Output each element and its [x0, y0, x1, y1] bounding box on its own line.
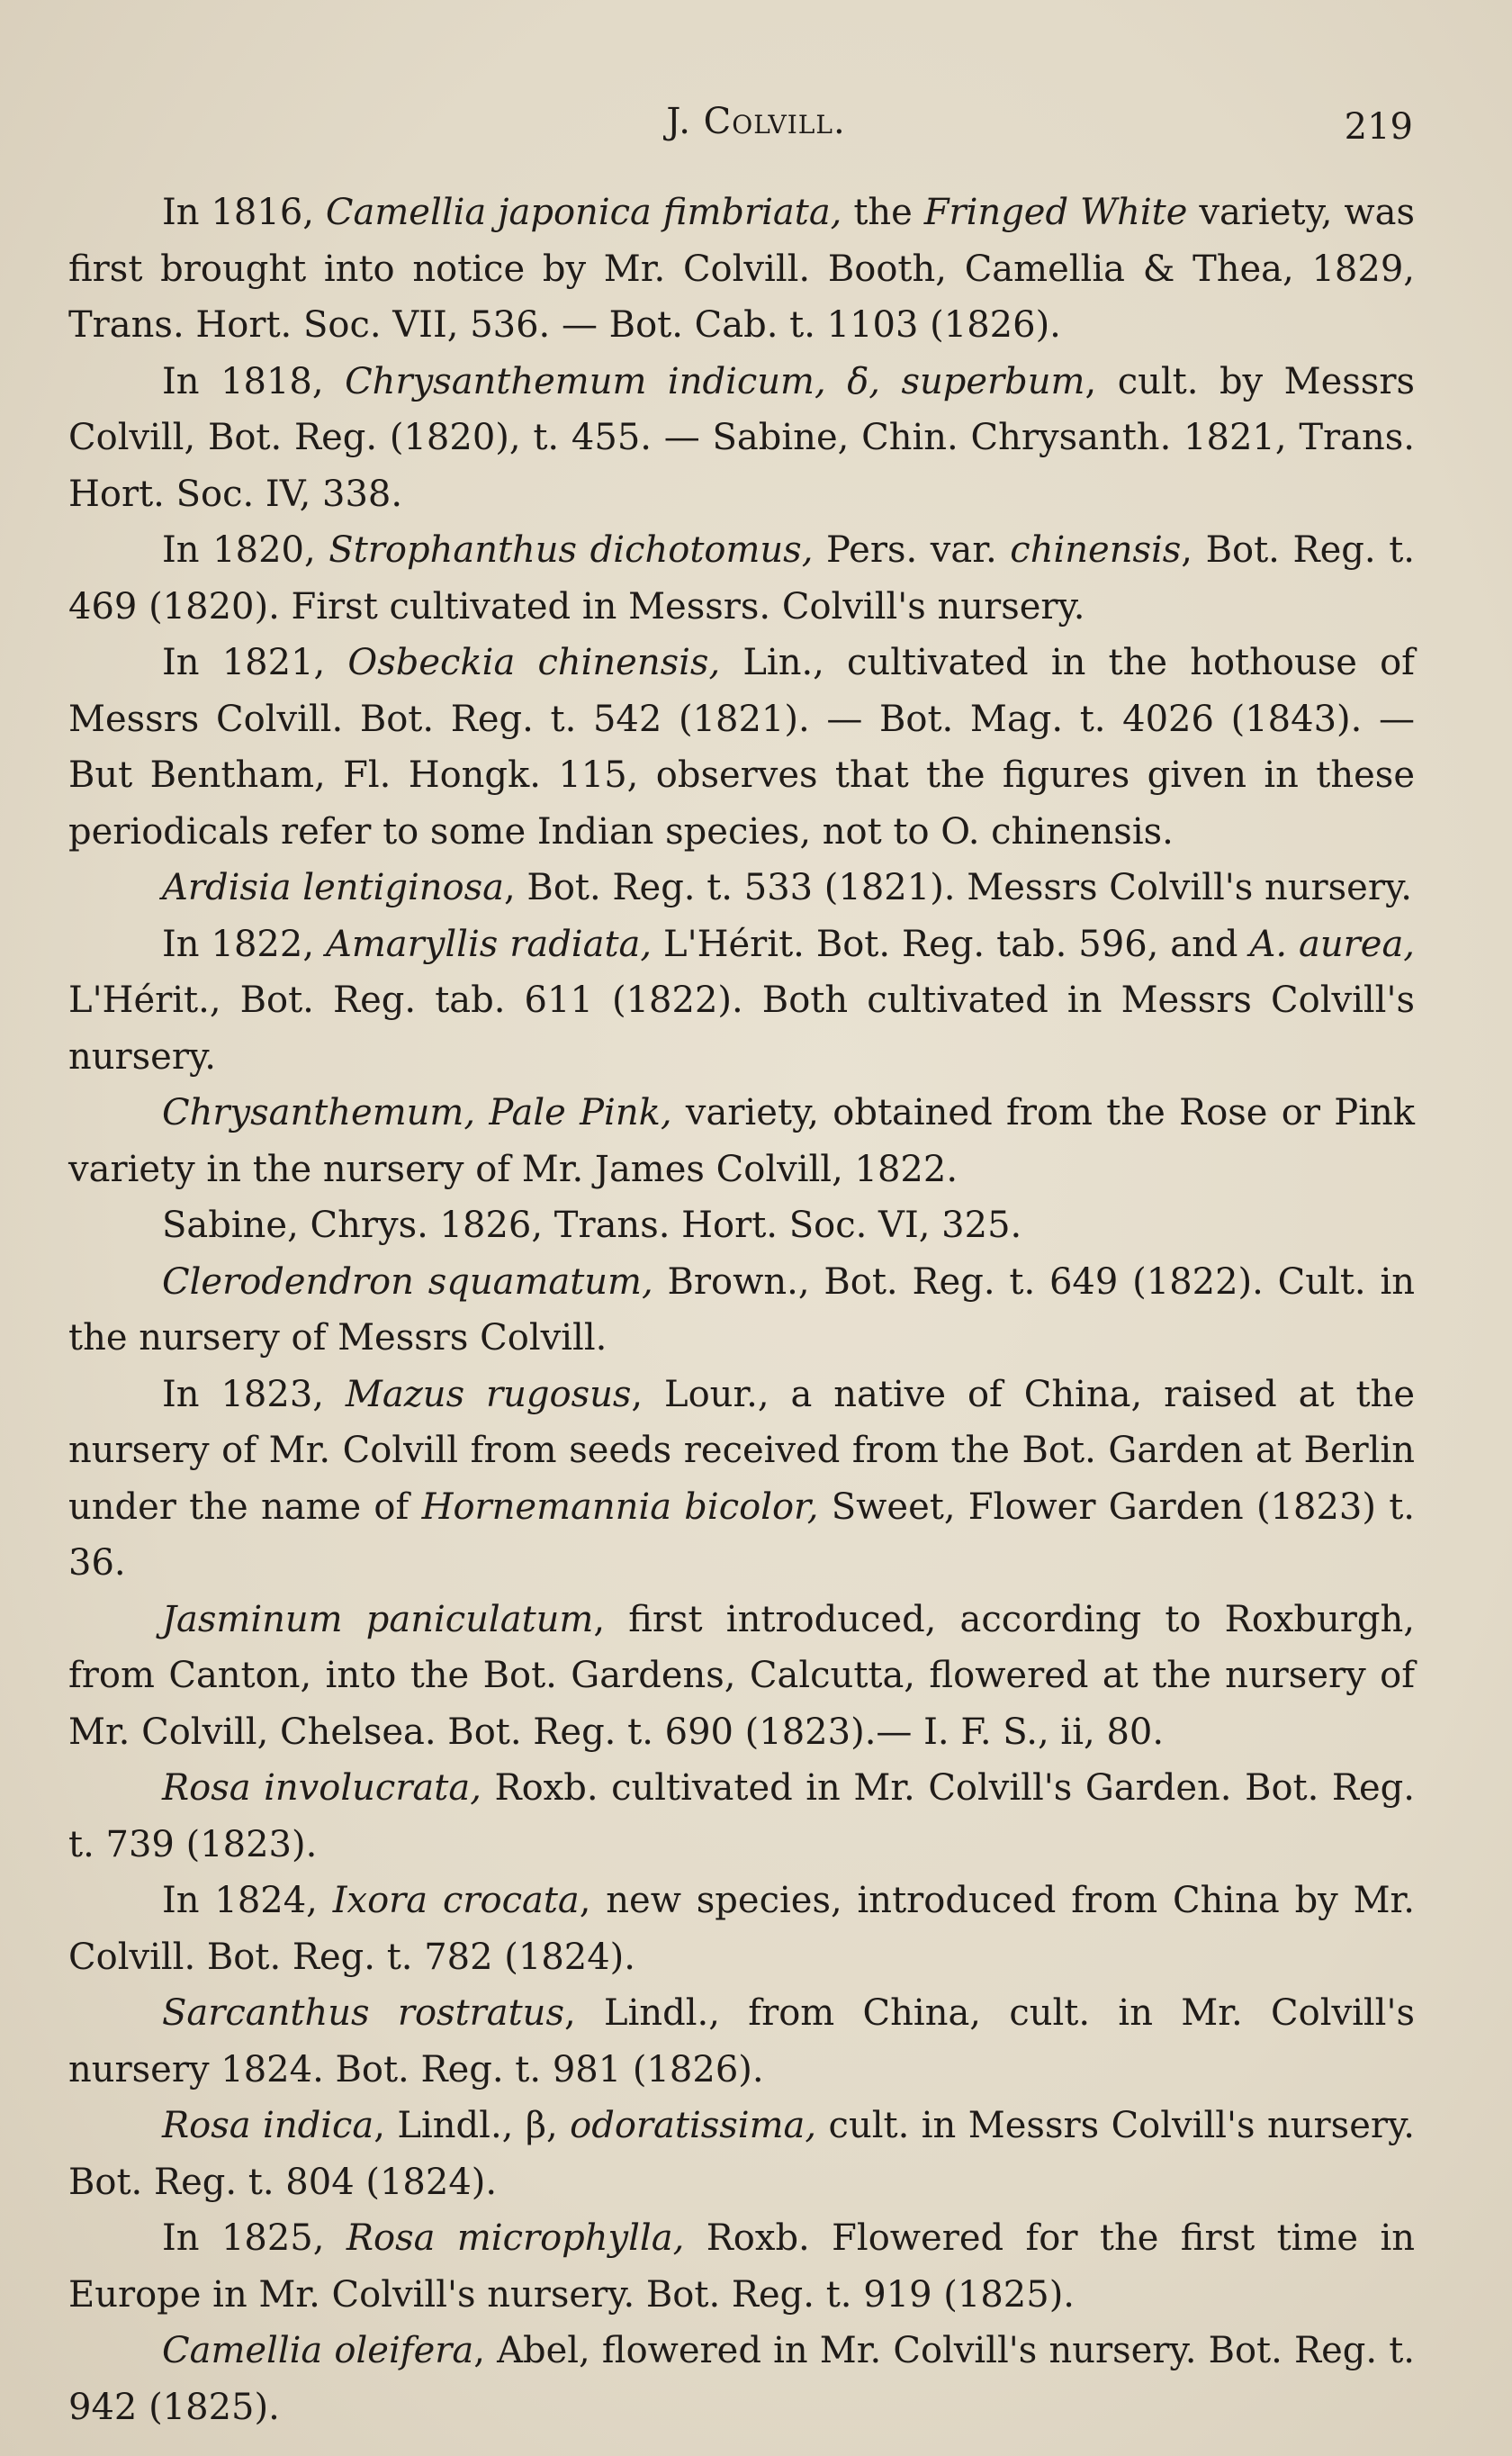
species-name: Camellia oleifera [162, 2330, 474, 2371]
text-run: , Lindl., β, [374, 2105, 571, 2146]
species-name: Clerodendron squamatum, [162, 1260, 653, 1303]
text-run: the [842, 192, 924, 233]
species-name: Camellia japonica fimbriata, [325, 192, 842, 233]
species-name: Rosa microphylla, [346, 2217, 685, 2259]
running-head: J. Colvill. [666, 101, 846, 142]
paragraph [68, 1367, 1415, 1592]
text-run: Pers. var. [813, 529, 1011, 571]
species-name: chinensis [1010, 529, 1182, 571]
paragraph [68, 916, 1415, 1086]
text-run: In 1816, [162, 192, 326, 233]
page-header [0, 101, 1512, 155]
species-name: Jasminum paniculatum [162, 1598, 594, 1640]
species-name: Strophanthus dichotomus, [328, 529, 814, 571]
species-name: Fringed White [923, 192, 1188, 233]
species-name: A. aurea, [1249, 923, 1416, 965]
species-name: Chrysanthemum, Pale Pink, [162, 1092, 672, 1133]
paragraph [68, 1592, 1415, 1761]
paragraph [68, 1085, 1415, 1197]
text-run: variety, obtained from the Rose or Pink variety in the nursery of Mr. James Colvill, 1822. [68, 1092, 1415, 1190]
text-run: , Lour., a native of China, raised at the nursery of Mr. Colvill from seeds received from the Bot. Garden at Berlin under the name of [68, 1373, 1415, 1528]
paragraph [68, 2098, 1415, 2210]
paragraph [68, 185, 1415, 354]
species-name: odoratissima, [570, 2105, 817, 2146]
paragraph [68, 2323, 1415, 2435]
text-run: Lin., cultivated in the hothouse of Messrs Colvill. Bot. Reg. t. 542 (1821). — Bot. Mag. t. 4026 (1843). — But Bentham, Fl. Hongk. 115, observes that the figures given in these periodicals refer to some Indian species, not to O. chinensis. [68, 642, 1415, 853]
text-run: , cult. by Messrs Colvill, Bot. Reg. (1820), t. 455. — Sabine, Chin. Chrysanth. 1821, Trans. Hort. Soc. IV, 338. [68, 360, 1415, 515]
paragraph [68, 860, 1415, 916]
species-name: Chrysanthemum indicum, δ, superbum [345, 360, 1085, 402]
text-run: In 1818, [162, 360, 346, 402]
species-name: Ixora crocata [332, 1880, 580, 1921]
text-run: Brown., Bot. Reg. t. 649 (1822). Cult. in the nursery of Messrs Colvill. [68, 1260, 1415, 1359]
text-run: , first introduced, according to Roxburgh, from Canton, into the Bot. Gardens, Calcutta, flowered at the nursery of Mr. Colvill, Chelsea. Bot. Reg. t. 690 (1823).— I. F. S., ii, 80. [68, 1598, 1415, 1753]
text-run: , Bot. Reg. t. 533 (1821). Messrs Colvill's nursery. [504, 867, 1412, 908]
text-run: L'Hérit., Bot. Reg. tab. 611 (1822). Both cultivated in Messrs Colvill's nursery. [68, 980, 1415, 1078]
text-run: , new species, introduced from China by Mr. Colvill. Bot. Reg. t. 782 (1824). [68, 1880, 1415, 1978]
text-run: In 1821, [162, 642, 348, 683]
text-run: In 1824, [162, 1880, 333, 1921]
paragraph [68, 2210, 1415, 2323]
text-run: Roxb. Flowered for the first time in Europe in Mr. Colvill's nursery. Bot. Reg. t. 919 (1825). [68, 2217, 1416, 2316]
text-run: Roxb. cultivated in Mr. Colvill's Garden. Bot. Reg. t. 739 (1823). [68, 1767, 1415, 1865]
body-text [68, 185, 1415, 2435]
paragraph [68, 1873, 1415, 1985]
text-run: In 1820, [162, 529, 329, 571]
paragraph [68, 522, 1415, 635]
text-run: In 1825, [162, 2217, 346, 2259]
text-run: , Bot. Reg. t. 469 (1820). First cultivated in Messrs. Colvill's nursery. [68, 529, 1415, 628]
text-run: L'Hérit. Bot. Reg. tab. 596, and [652, 923, 1250, 965]
species-name: Osbeckia chinensis, [347, 642, 721, 683]
paragraph [68, 1254, 1415, 1367]
text-run: In 1823, [162, 1373, 346, 1415]
paragraph [68, 1760, 1415, 1873]
text-run: Sabine, Chrys. 1826, Trans. Hort. Soc. VI, 325. [162, 1205, 1022, 1246]
species-name: Hornemannia bicolor, [421, 1485, 819, 1528]
page-number: 219 [1344, 106, 1413, 148]
paragraph [68, 1985, 1415, 2098]
species-name: Amaryllis radiata, [325, 923, 652, 965]
text-run: , Lindl., from China, cult. in Mr. Colvill's nursery 1824. Bot. Reg. t. 981 (1826). [68, 1992, 1415, 2090]
species-name: Ardisia lentiginosa [162, 867, 504, 908]
species-name: Mazus rugosus [345, 1373, 632, 1415]
text-run: cult. in Messrs Colvill's nursery. Bot. Reg. t. 804 (1824). [68, 2105, 1415, 2203]
paragraph [68, 354, 1415, 523]
species-name: Rosa indica [162, 2105, 374, 2146]
paragraph [68, 635, 1415, 860]
text-run: , Abel, flowered in Mr. Colvill's nursery. Bot. Reg. t. 942 (1825). [68, 2330, 1416, 2428]
species-name: Rosa involucrata, [162, 1767, 482, 1809]
text-run: In 1822, [162, 923, 326, 965]
text-run: variety, was first brought into notice by Mr. Colvill. Booth, Camellia & Thea, 1829, Trans. Hort. Soc. VII, 536. — Bot. Cab. t. 1103 (1826). [68, 192, 1415, 346]
text-run: Sweet, Flower Garden (1823) t. 36. [68, 1485, 1415, 1584]
paragraph [68, 1197, 1415, 1254]
species-name: Sarcanthus rostratus [162, 1992, 564, 2034]
